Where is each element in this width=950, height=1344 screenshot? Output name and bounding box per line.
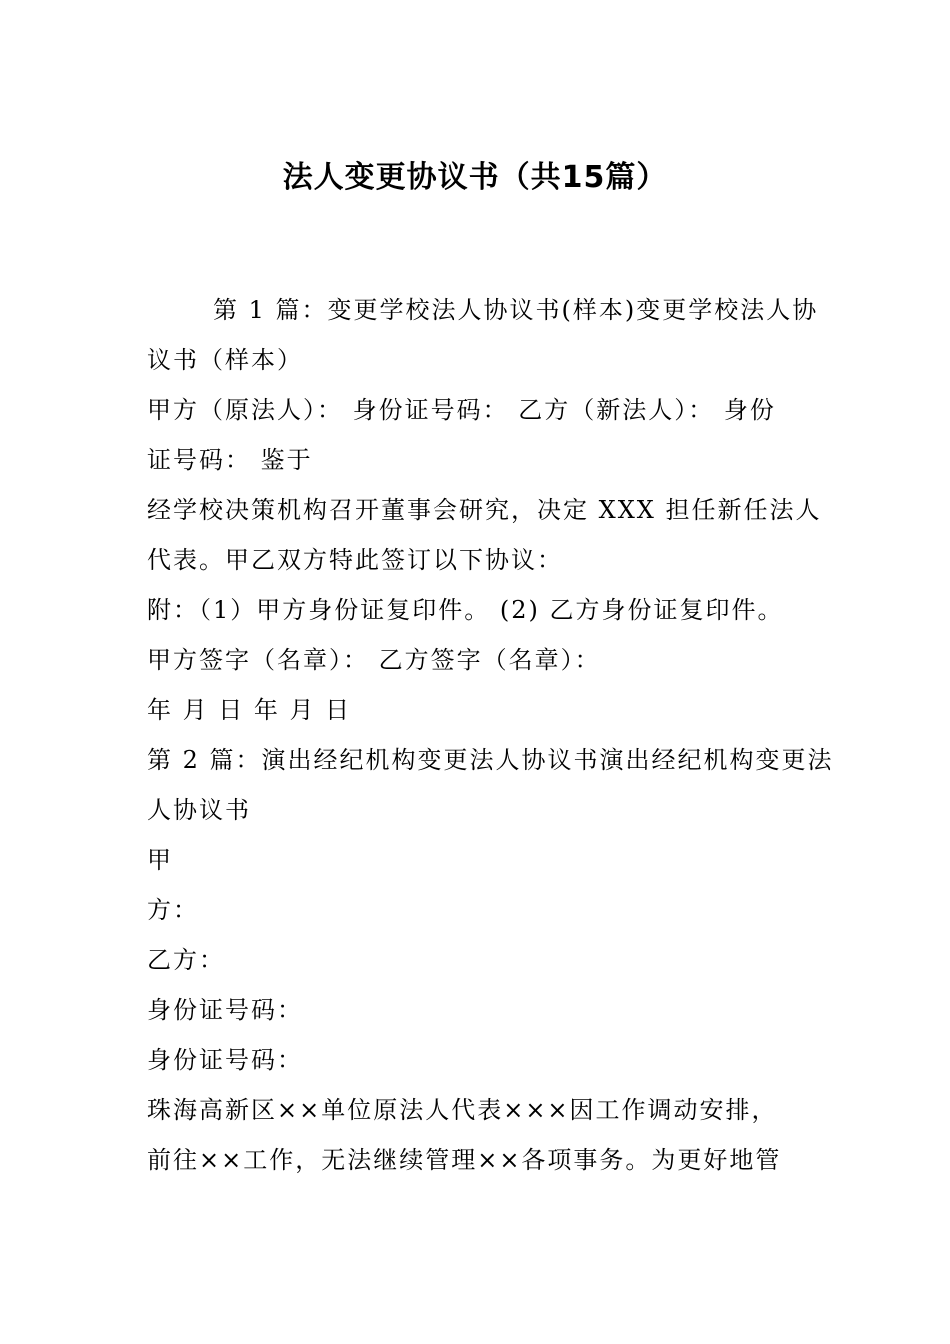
document-title: 法人变更协议书（共15篇） [282,160,668,195]
paragraph-line: 经学校决策机构召开董事会研究，决定 XXX 担任新任法人 [147,496,822,524]
paragraph-line: 珠海高新区××单位原法人代表×××因工作调动安排， [147,1096,778,1124]
paragraph-line: 前往××工作，无法继续管理××各项事务。为更好地管 [147,1146,782,1174]
paragraph-line: 证号码： 鉴于 [147,446,313,474]
paragraph-line: 年 月 日 年 月 日 [147,696,352,724]
paragraph-line: 第 1 篇：变更学校法人协议书(样本)变更学校法人协 [213,296,819,324]
paragraph-line: 甲方（原法人）： 身份证号码： 乙方（新法人）： 身份 [147,396,776,424]
paragraph-line: 议书（样本） [147,346,303,374]
paragraph-line: 乙方： [147,946,225,974]
paragraph-line: 第 2 篇：演出经纪机构变更法人协议书演出经纪机构变更法 [147,746,834,774]
paragraph-line: 人协议书 [147,796,251,824]
paragraph-line: 方： [147,896,199,924]
paragraph-line: 代表。甲乙双方特此签订以下协议： [147,546,563,574]
paragraph-line: 附：（1）甲方身份证复印件。 (2) 乙方身份证复印件。 [147,596,784,624]
paragraph-line: 身份证号码： [147,996,303,1024]
paragraph-line: 甲方签字（名章）： 乙方签字（名章）： [147,646,601,674]
paragraph-line: 身份证号码： [147,1046,303,1074]
paragraph-line: 甲 [147,846,173,874]
